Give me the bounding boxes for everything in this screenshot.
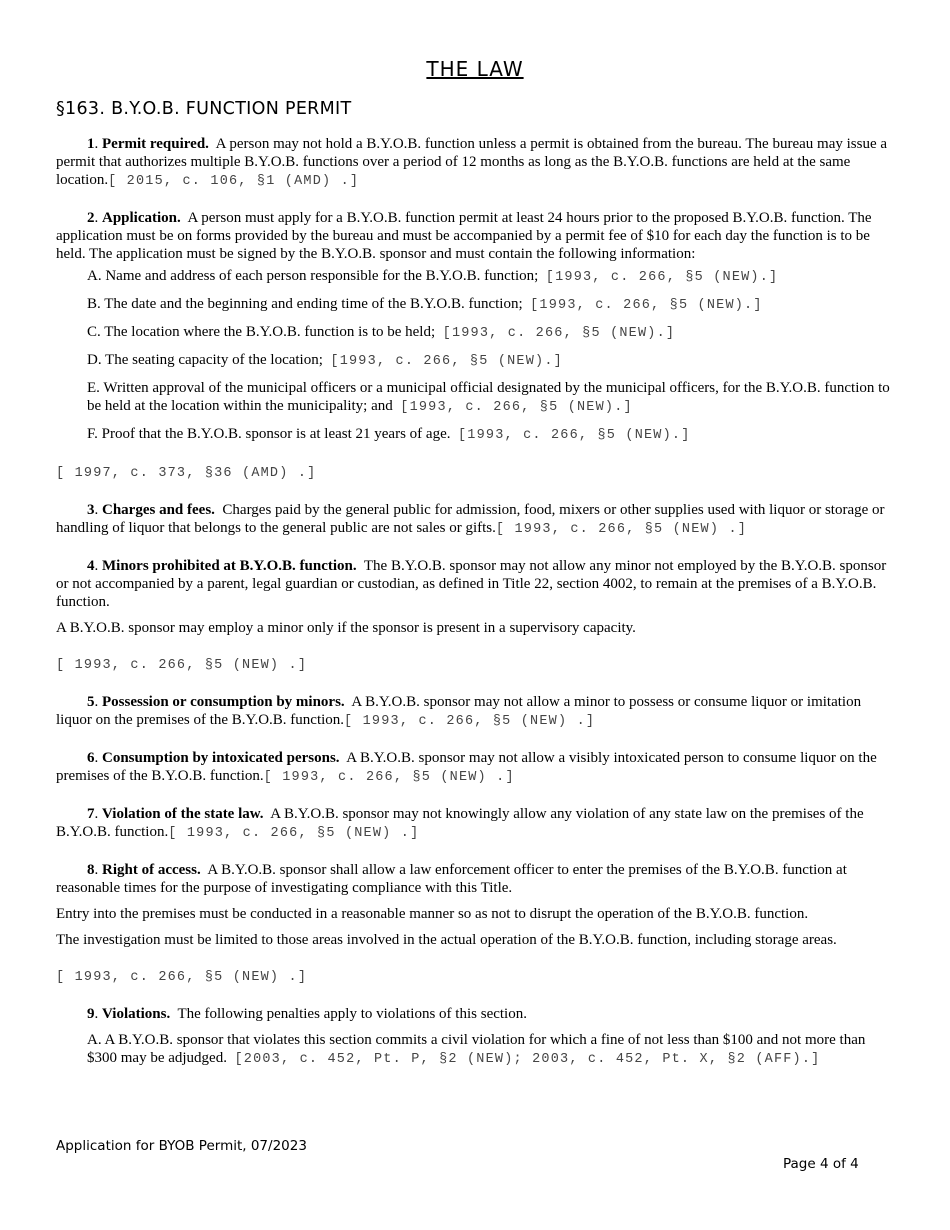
citation: [ 1993, c. 266, §5 (NEW) .] [263,770,515,785]
item-text: B. The date and the beginning and ending time of the B.Y.O.B. function; [87,296,523,312]
page-title: THE LAW [426,57,524,81]
list-item-f [87,425,894,445]
subsection-heading: Possession or consumption by minors. [102,694,345,710]
subsection-text: A B.Y.O.B. sponsor may not knowingly allow any violation of any state law on the premises of the B.Y.O.B. function. [56,806,864,840]
page-number: Page 4 of 4 [783,1156,859,1172]
law-body [56,135,894,1069]
subsection-number: 6 [87,750,95,766]
list-item-a [87,267,894,287]
list-item-b [87,295,894,315]
item-text: E. Written approval of the municipal officers or a municipal official designated by the municipal officers, for the B.Y.O.B. function to be held at the location within the municipality; and [87,380,890,414]
subsection-number: 7 [87,806,95,822]
citation: [ 1993, c. 266, §5 (NEW) .] [56,658,308,673]
subsection-heading: Right of access. [102,862,201,878]
subsection-5: 5. Possession or consumption by minors. A B.Y.O.B. sponsor may not allow a minor to possess or consume liquor or imitation liquor on the premises of the B.Y.O.B. function.[ 1993, c. 266, §5 (NEW) .] [56,694,862,729]
subsection-8-citation [56,967,894,987]
citation: [1993, c. 266, §5 (NEW).] [545,270,779,285]
subsection-2-citation [56,463,894,483]
subsection-text: Charges paid by the general public for admission, food, mixers or other supplies used with liquor or storage or handling of liquor that belongs to the general public are not sales or gifts. [56,502,885,536]
subsection-text: The B.Y.O.B. sponsor may not allow any minor not employed by the B.Y.O.B. sponsor or not accompanied by a parent, legal guardian or custodian, as defined in Title 22, section 4002, to remain at the premises of a B.Y.O.B. function. [56,558,887,610]
subsection-number: 2 [87,210,95,226]
item-text: F. Proof that the B.Y.O.B. sponsor is at least 21 years of age. [87,426,451,442]
list-item-d [87,351,894,371]
citation: [ 1993, c. 266, §5 (NEW) .] [168,826,420,841]
subsection-3: 3. Charges and fees. Charges paid by the general public for admission, food, mixers or other supplies used with liquor or storage or handling of liquor that belongs to the general public are not sales or gifts.[ 1993, c. 266, §5 (NEW) .] [56,502,885,537]
citation: [1993, c. 266, §5 (NEW).] [442,326,676,341]
section-heading: §163. B.Y.O.B. FUNCTION PERMIT [56,99,352,119]
subsection-7: 7. Violation of the state law. A B.Y.O.B. sponsor may not knowingly allow any violation of any state law on the premises of the B.Y.O.B. function.[ 1993, c. 266, §5 (NEW) .] [56,806,864,841]
citation: [1993, c. 266, §5 (NEW).] [530,298,763,313]
subsection-4-citation [56,655,894,675]
subsection-8-text3: The investigation must be limited to those areas involved in the actual operation of the B.Y.O.B. function, including storage areas. [56,932,837,948]
subsection-heading: Permit required. [102,136,209,152]
subsection-heading: Violations. [102,1006,171,1022]
item-text: D. The seating capacity of the location; [87,352,323,368]
item-text: A. Name and address of each person responsible for the B.Y.O.B. function; [87,268,539,284]
subsection-8-text2: Entry into the premises must be conducted in a reasonable manner so as not to disrupt the operation of the B.Y.O.B. function. [56,906,809,922]
subsection-number: 4 [87,558,95,574]
subsection-text: A person may not hold a B.Y.O.B. function unless a permit is obtained from the bureau. The bureau may issue a permit that authorizes multiple B.Y.O.B. functions over a period of 12 months as long as the B.Y.O.B. functions are held at the same location. [56,136,888,188]
citation: [1993, c. 266, §5 (NEW).] [457,428,691,443]
citation: [2003, c. 452, Pt. P, §2 (NEW); 2003, c. 452, Pt. X, §2 (AFF).] [234,1052,821,1067]
subsection-number: 8 [87,862,95,878]
citation: [ 1993, c. 266, §5 (NEW) .] [56,970,308,985]
list-item-e [87,379,894,417]
subsection-heading: Minors prohibited at B.Y.O.B. function. [102,558,357,574]
citation: [ 1993, c. 266, §5 (NEW) .] [495,522,748,537]
item-text: A. A B.Y.O.B. sponsor that violates this section commits a civil violation for which a fine of not less than $100 and not more than $300 may be adjudged. [87,1032,866,1066]
subsection-8: 8. Right of access. A B.Y.O.B. sponsor shall allow a law enforcement officer to enter the premises of the B.Y.O.B. function at reasonable times for the purpose of investigating compliance with this Title. [56,862,847,896]
subsection-4: 4. Minors prohibited at B.Y.O.B. function. The B.Y.O.B. sponsor may not allow any minor not employed by the B.Y.O.B. sponsor or not accompanied by a parent, legal guardian or custodian, as defined in Title 22, section 4002, to remain at the premises of a B.Y.O.B. function. [56,558,887,610]
item-text: C. The location where the B.Y.O.B. function is to be held; [87,324,436,340]
subsection-2: 2. Application. A person must apply for a B.Y.O.B. function permit at least 24 hours prior to the proposed B.Y.O.B. function. The application must be on forms provided by the bureau and must be accompanied by a permit fee of $10 for each day the function is to be held. The application must be signed by the B.Y.O.B. sponsor and must contain the following information: [56,210,872,262]
subsection-heading: Consumption by intoxicated persons. [102,750,340,766]
subsection-text: A B.Y.O.B. sponsor shall allow a law enforcement officer to enter the premises of the B.Y.O.B. function at reasonable times for the purpose of investigating compliance with this Title. [56,862,847,896]
subsection-heading: Violation of the state law. [102,806,264,822]
citation: [1993, c. 266, §5 (NEW).] [400,400,633,415]
subsection-number: 1 [87,136,95,152]
citation: [ 2015, c. 106, §1 (AMD) .] [108,174,360,189]
subsection-text: The following penalties apply to violations of this section. [177,1006,527,1022]
subsection-number: 3 [87,502,95,518]
citation: [ 1993, c. 266, §5 (NEW) .] [344,714,596,729]
list-item-9a [87,1031,894,1069]
subsection-heading: Charges and fees. [102,502,215,518]
subsection-text: A B.Y.O.B. sponsor may not allow a minor to possess or consume liquor or imitation liquor on the premises of the B.Y.O.B. function. [56,694,862,728]
subsection-9: 9. Violations. The following penalties apply to violations of this section. [87,1006,527,1022]
subsection-number: 9 [87,1006,95,1022]
subsection-4-text2: A B.Y.O.B. sponsor may employ a minor only if the sponsor is present in a supervisory capacity. [56,620,636,636]
subsection-text: A B.Y.O.B. sponsor may not allow a visibly intoxicated person to consume liquor on the premises of the B.Y.O.B. function. [56,750,877,784]
footer-form-name: Application for BYOB Permit, 07/2023 [56,1138,307,1154]
subsection-1: 1. Permit required. A person may not hold a B.Y.O.B. function unless a permit is obtained from the bureau. The bureau may issue a permit that authorizes multiple B.Y.O.B. functions over a period of 12 months as long as the B.Y.O.B. functions are held at the same location.[ 2015, c. 106, §1 (AMD) .] [56,136,888,189]
subsection-6: 6. Consumption by intoxicated persons. A B.Y.O.B. sponsor may not allow a visibly intoxicated person to consume liquor on the premises of the B.Y.O.B. function.[ 1993, c. 266, §5 (NEW) .] [56,750,877,785]
citation: [1993, c. 266, §5 (NEW).] [330,354,563,369]
subsection-heading: Application. [102,210,181,226]
subsection-number: 5 [87,694,95,710]
citation: [ 1997, c. 373, §36 (AMD) .] [56,466,317,481]
list-item-c [87,323,894,343]
subsection-text: A person must apply for a B.Y.O.B. function permit at least 24 hours prior to the proposed B.Y.O.B. function. The application must be on forms provided by the bureau and must be accompanied by a permit fee of $10 for each day the function is to be held. The application must be signed by the B.Y.O.B. sponsor and must contain the following information: [56,210,872,262]
